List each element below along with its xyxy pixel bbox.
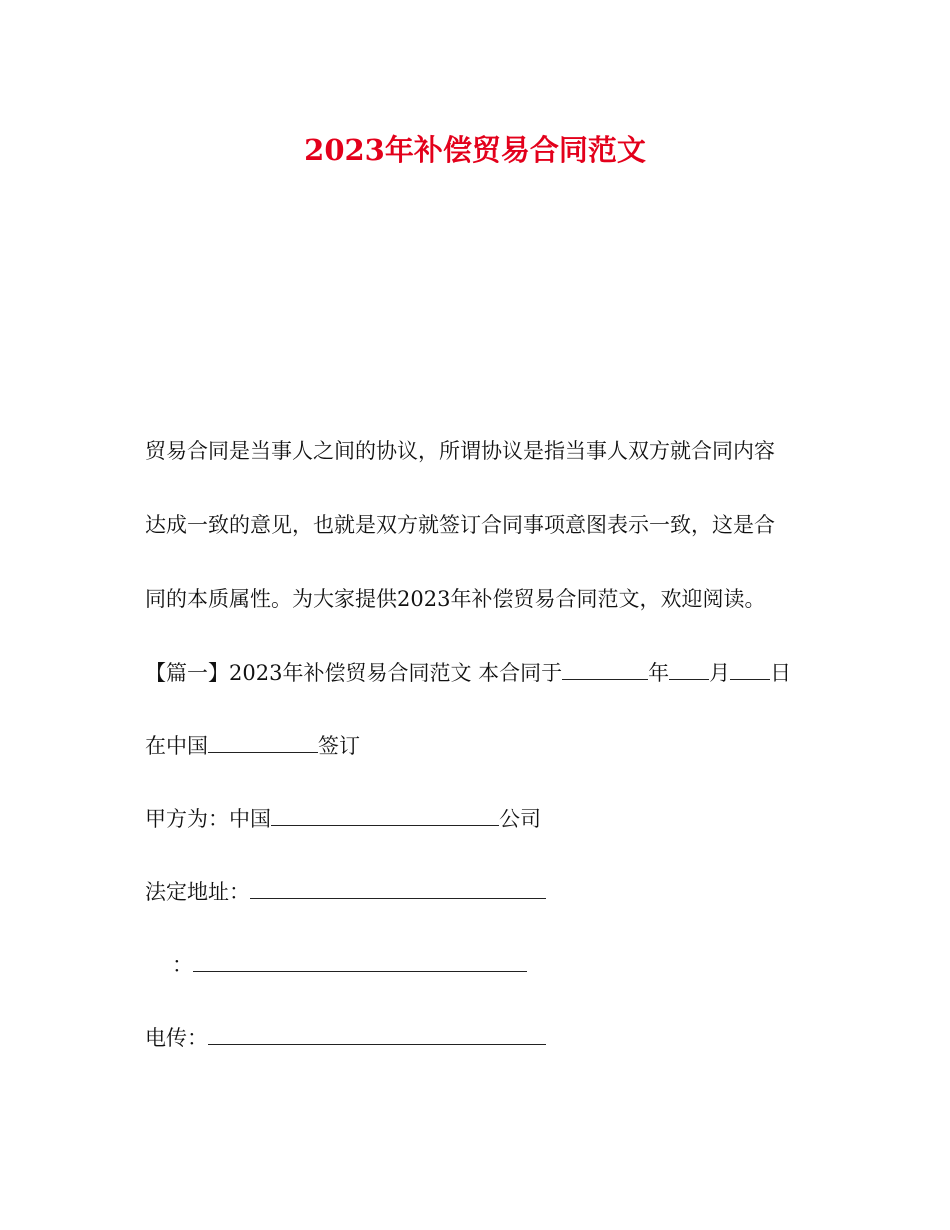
signing-place-prefix: 在中国 xyxy=(145,734,208,758)
signing-place-blank[interactable] xyxy=(208,730,318,753)
party-a-blank[interactable] xyxy=(271,803,499,826)
intro-line-3: 同的本质属性。为大家提供2023年补偿贸易合同范文，欢迎阅读。 xyxy=(145,587,766,611)
intro-line-1: 贸易合同是当事人之间的协议，所谓协议是指当事人双方就合同内容 xyxy=(145,439,775,463)
legal-address-line xyxy=(145,876,546,907)
day-label: 日 xyxy=(770,661,792,685)
contract-date-prefix: 【篇一】2023年补偿贸易合同范文 本合同于 xyxy=(145,661,563,685)
month-label: 月 xyxy=(709,661,731,685)
fax-label: 电传： xyxy=(145,1026,208,1050)
signing-place-line xyxy=(145,730,360,761)
legal-address-blank[interactable] xyxy=(250,876,546,899)
legal-address-label: 法定地址： xyxy=(145,880,250,904)
unlabeled-field-blank[interactable] xyxy=(193,949,527,972)
month-blank[interactable] xyxy=(669,657,709,680)
party-a-prefix: 甲方为：中国 xyxy=(145,807,271,831)
document-title: 2023年补偿贸易合同范文 xyxy=(304,133,646,167)
unlabeled-field-line xyxy=(172,949,527,980)
year-blank[interactable] xyxy=(562,657,648,680)
fax-blank[interactable] xyxy=(208,1022,546,1045)
intro-line-2: 达成一致的意见，也就是双方就签订合同事项意图表示一致，这是合 xyxy=(145,513,775,537)
fax-line xyxy=(145,1022,546,1053)
signing-place-suffix: 签订 xyxy=(318,734,360,758)
party-a-line xyxy=(145,803,541,834)
year-label: 年 xyxy=(648,661,670,685)
unlabeled-field-label: ： xyxy=(172,953,193,977)
party-a-suffix: 公司 xyxy=(499,807,541,831)
contract-date-line xyxy=(145,657,791,688)
day-blank[interactable] xyxy=(730,657,770,680)
